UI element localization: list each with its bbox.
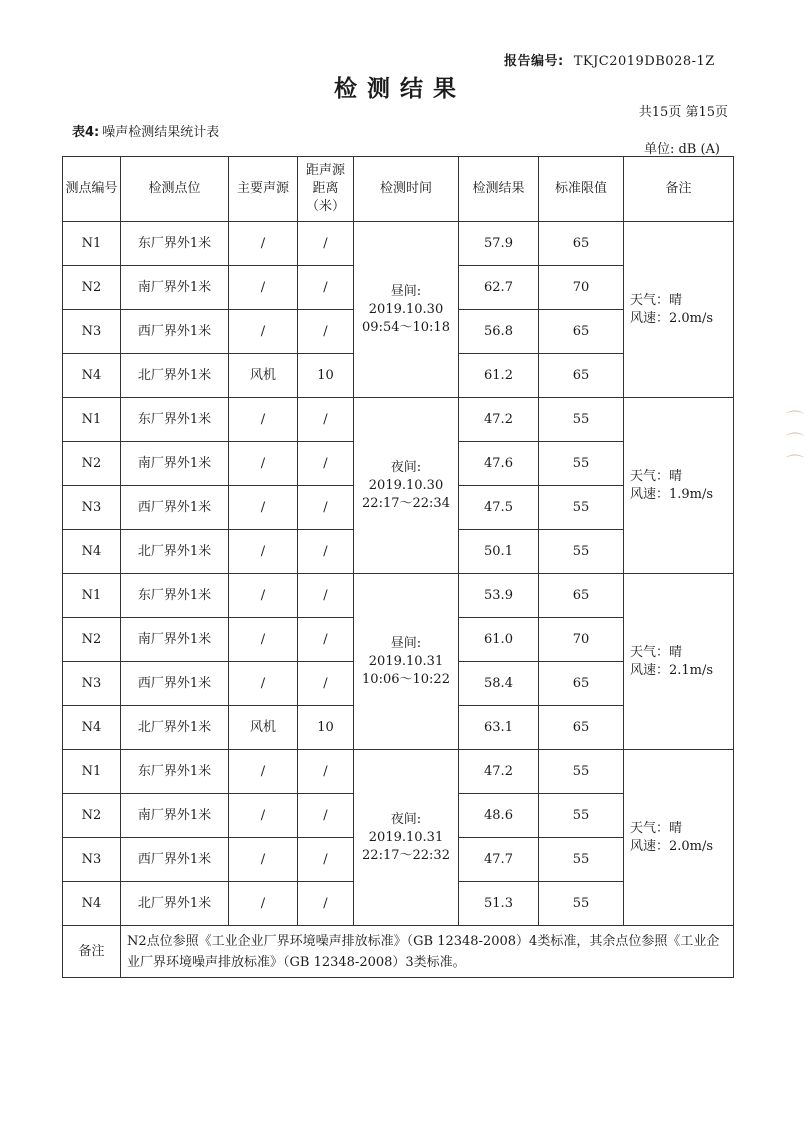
note-cell [624, 574, 734, 750]
limit-cell: 65 [539, 662, 624, 706]
distance-cell: / [298, 222, 354, 266]
distance-cell: / [298, 266, 354, 310]
note-wind: 风速：2.1m/s [630, 662, 714, 678]
time-date: 2019.10.30 [368, 477, 444, 493]
result-cell: 47.7 [459, 838, 539, 882]
note-weather: 天气：晴 [630, 468, 683, 484]
result-cell: 50.1 [459, 530, 539, 574]
point-no-cell: N1 [63, 398, 121, 442]
source-cell: / [229, 618, 298, 662]
point-no-cell: N3 [63, 310, 121, 354]
table-header-row [63, 157, 734, 222]
point-no-cell: N4 [63, 882, 121, 926]
location-cell: 西厂界外1米 [121, 662, 229, 706]
result-cell: 63.1 [459, 706, 539, 750]
source-cell: 风机 [229, 354, 298, 398]
note-weather: 天气：晴 [630, 644, 683, 660]
seal-stamp: ⌒ ⌒ ⌒ [786, 410, 804, 475]
table-row [63, 750, 734, 794]
location-cell: 北厂界外1米 [121, 530, 229, 574]
location-cell: 西厂界外1米 [121, 486, 229, 530]
header-note: 备注 [624, 157, 734, 222]
distance-cell: / [298, 486, 354, 530]
point-no-cell: N4 [63, 530, 121, 574]
header-point-no: 测点编号 [63, 157, 121, 222]
header-result: 检测结果 [459, 157, 539, 222]
location-cell: 西厂界外1米 [121, 310, 229, 354]
source-cell: / [229, 398, 298, 442]
limit-cell: 55 [539, 398, 624, 442]
page-title: 检测结果 [334, 76, 466, 102]
source-cell: / [229, 750, 298, 794]
distance-cell: / [298, 574, 354, 618]
point-no-cell: N1 [63, 574, 121, 618]
header-distance: 距声源距离（米） [298, 157, 354, 222]
point-no-cell: N4 [63, 354, 121, 398]
note-cell [624, 222, 734, 398]
limit-cell: 55 [539, 486, 624, 530]
time-cell [354, 398, 459, 574]
source-cell: / [229, 310, 298, 354]
limit-cell: 70 [539, 618, 624, 662]
distance-cell: / [298, 618, 354, 662]
location-cell: 北厂界外1米 [121, 354, 229, 398]
result-cell: 56.8 [459, 310, 539, 354]
limit-cell: 55 [539, 882, 624, 926]
limit-cell: 65 [539, 706, 624, 750]
source-cell: / [229, 574, 298, 618]
time-cell [354, 222, 459, 398]
time-date: 2019.10.30 [368, 301, 444, 317]
note-wind: 风速：2.0m/s [630, 310, 714, 326]
source-cell: / [229, 530, 298, 574]
time-cell [354, 750, 459, 926]
source-cell: / [229, 882, 298, 926]
report-number-label: 报告编号: [504, 54, 564, 69]
header-time: 检测时间 [354, 157, 459, 222]
time-cell [354, 574, 459, 750]
result-cell: 57.9 [459, 222, 539, 266]
time-date: 2019.10.31 [368, 653, 444, 669]
note-weather: 天气：晴 [630, 292, 683, 308]
note-weather: 天气：晴 [630, 820, 683, 836]
distance-cell: / [298, 530, 354, 574]
location-cell: 东厂界外1米 [121, 574, 229, 618]
point-no-cell: N3 [63, 838, 121, 882]
distance-cell: / [298, 794, 354, 838]
point-no-cell: N4 [63, 706, 121, 750]
limit-cell: 55 [539, 794, 624, 838]
result-cell: 53.9 [459, 574, 539, 618]
source-cell: / [229, 838, 298, 882]
distance-cell: / [298, 310, 354, 354]
distance-cell: 10 [298, 354, 354, 398]
limit-cell: 55 [539, 838, 624, 882]
result-cell: 62.7 [459, 266, 539, 310]
source-cell: 风机 [229, 706, 298, 750]
point-no-cell: N3 [63, 486, 121, 530]
report-number-value: TKJC2019DB028-1Z [573, 54, 715, 69]
source-cell: / [229, 222, 298, 266]
distance-cell: / [298, 442, 354, 486]
header-location: 检测点位 [121, 157, 229, 222]
source-cell: / [229, 266, 298, 310]
result-cell: 47.5 [459, 486, 539, 530]
noise-results-table [62, 156, 734, 978]
distance-cell: / [298, 838, 354, 882]
time-range: 22:17～22:34 [362, 495, 450, 511]
source-cell: / [229, 486, 298, 530]
result-cell: 51.3 [459, 882, 539, 926]
page-info: 共15页 第15页 [638, 105, 728, 120]
result-cell: 47.2 [459, 750, 539, 794]
point-no-cell: N1 [63, 750, 121, 794]
source-cell: / [229, 442, 298, 486]
limit-cell: 65 [539, 354, 624, 398]
distance-cell: / [298, 398, 354, 442]
distance-cell: / [298, 750, 354, 794]
limit-cell: 65 [539, 310, 624, 354]
note-wind: 风速：2.0m/s [630, 838, 714, 854]
result-cell: 61.2 [459, 354, 539, 398]
time-range: 22:17～22:32 [362, 847, 450, 863]
point-no-cell: N1 [63, 222, 121, 266]
result-cell: 48.6 [459, 794, 539, 838]
location-cell: 南厂界外1米 [121, 794, 229, 838]
result-cell: 61.0 [459, 618, 539, 662]
limit-cell: 65 [539, 222, 624, 266]
remark-label: 备注 [63, 926, 121, 978]
note-wind: 风速：1.9m/s [630, 486, 714, 502]
location-cell: 西厂界外1米 [121, 838, 229, 882]
point-no-cell: N2 [63, 794, 121, 838]
note-cell [624, 398, 734, 574]
table-row [63, 222, 734, 266]
note-cell [624, 750, 734, 926]
distance-cell: / [298, 662, 354, 706]
result-cell: 47.2 [459, 398, 539, 442]
limit-cell: 55 [539, 530, 624, 574]
unit-label: 单位: dB (A) [643, 142, 720, 157]
location-cell: 东厂界外1米 [121, 398, 229, 442]
limit-cell: 65 [539, 574, 624, 618]
time-date: 2019.10.31 [368, 829, 444, 845]
result-cell: 58.4 [459, 662, 539, 706]
time-period: 昼间: [390, 635, 422, 651]
header-limit: 标准限值 [539, 157, 624, 222]
location-cell: 南厂界外1米 [121, 266, 229, 310]
remark-row [63, 926, 734, 978]
time-period: 夜间: [390, 811, 422, 827]
limit-cell: 55 [539, 750, 624, 794]
location-cell: 北厂界外1米 [121, 706, 229, 750]
result-cell: 47.6 [459, 442, 539, 486]
location-cell: 南厂界外1米 [121, 442, 229, 486]
time-period: 昼间: [390, 283, 422, 299]
table-row [63, 574, 734, 618]
source-cell: / [229, 662, 298, 706]
point-no-cell: N2 [63, 442, 121, 486]
point-no-cell: N2 [63, 266, 121, 310]
point-no-cell: N3 [63, 662, 121, 706]
source-cell: / [229, 794, 298, 838]
remark-text: N2点位参照《工业企业厂界环境噪声排放标准》（GB 12348-2008）4类标准，其余点位参照《工业企业厂界环境噪声排放标准》（GB 12348-2008）3类标准。 [121, 926, 734, 978]
location-cell: 东厂界外1米 [121, 750, 229, 794]
location-cell: 南厂界外1米 [121, 618, 229, 662]
location-cell: 东厂界外1米 [121, 222, 229, 266]
point-no-cell: N2 [63, 618, 121, 662]
distance-cell: / [298, 882, 354, 926]
limit-cell: 55 [539, 442, 624, 486]
distance-cell: 10 [298, 706, 354, 750]
location-cell: 北厂界外1米 [121, 882, 229, 926]
table-caption [72, 121, 219, 140]
header-source: 主要声源 [229, 157, 298, 222]
time-range: 10:06～10:22 [362, 671, 450, 687]
time-period: 夜间: [390, 459, 422, 475]
report-number [504, 50, 715, 69]
limit-cell: 70 [539, 266, 624, 310]
table-row [63, 398, 734, 442]
table-caption-label: 表4: [72, 125, 100, 140]
time-range: 09:54～10:18 [362, 319, 450, 335]
table-caption-text: 噪声检测结果统计表 [102, 125, 220, 140]
